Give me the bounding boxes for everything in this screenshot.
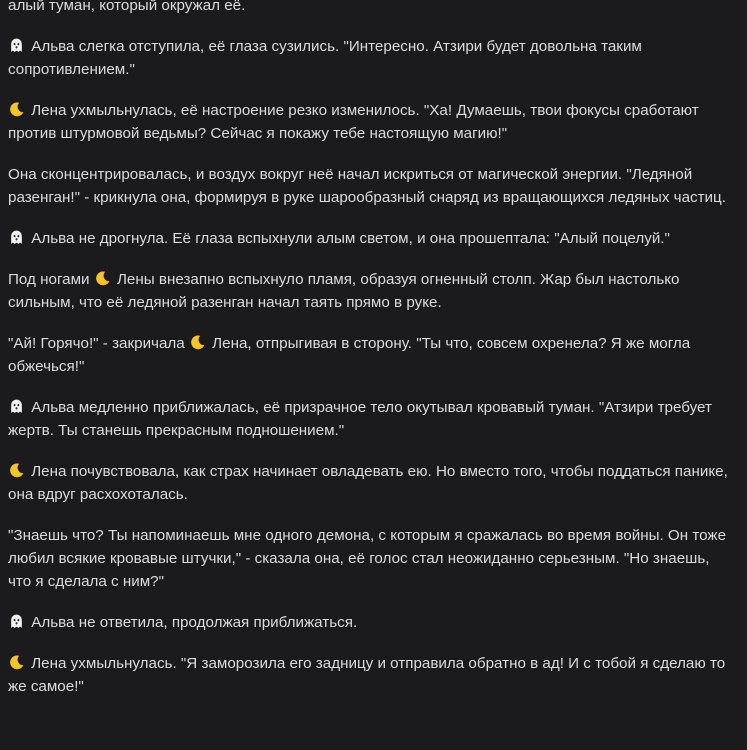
paragraph-text: "Знаешь что? Ты напоминаешь мне одного демона, с которым я сражалась во время войны. Он тоже любил всякие кровавые штучки," - сказала она, её голос стал неожиданно серьезным. "Но знаешь, что я сделала с ним?" (8, 527, 727, 590)
ghost-icon (8, 229, 25, 246)
ghost-icon (8, 398, 25, 415)
paragraph-text: Под ногами (8, 271, 94, 288)
paragraph-text: Лена ухмыльнулась, её настроение резко изменилось. "Ха! Думаешь, твои фокусы сработают против штурмовой ведьмы? Сейчас я покажу тебе настоящую магию!" (8, 102, 699, 142)
paragraph-text: Альва не ответила, продолжая приближаться. (27, 614, 358, 631)
chat-message-story (8, 0, 736, 716)
crescent-moon-icon (8, 654, 25, 671)
crescent-moon-icon (189, 334, 206, 351)
paragraph-text: Альва слегка отступила, её глаза сузились. "Интересно. Атзири будет довольна таким сопротивлением." (8, 38, 642, 78)
paragraph-text: "Ай! Горячо!" - закричала (8, 335, 189, 352)
story-paragraph (8, 332, 736, 378)
paragraph-text: Лена почувствовала, как страх начинает овладевать ею. Но вместо того, чтобы поддаться панике, она вдруг расхохоталась. (8, 463, 728, 503)
paragraph-text: Лена ухмыльнулась. "Я заморозила его задницу и отправила обратно в ад! И с тобой я сделаю то же самое!" (8, 655, 726, 695)
story-paragraph (8, 460, 736, 506)
paragraph-text: Альва медленно приближалась, её призрачное тело окутывал кровавый туман. "Атзири требует жертв. Ты станешь прекрасным подношением." (8, 399, 712, 439)
story-paragraph (8, 35, 736, 81)
story-paragraph (8, 396, 736, 442)
story-paragraph (8, 652, 736, 698)
story-paragraph (8, 227, 736, 250)
paragraph-text: Лена, отпрыгивая в сторону. "Ты что, совсем охренела? Я же могла обжечься!" (8, 335, 691, 375)
story-paragraph (8, 611, 736, 634)
ghost-icon (8, 37, 25, 54)
story-paragraph (8, 163, 736, 209)
story-paragraph (8, 524, 736, 593)
story-paragraph (8, 0, 736, 17)
paragraph-text: алый туман, который окружал её. (8, 0, 246, 14)
paragraph-text: Альва не дрогнула. Её глаза вспыхнули алым светом, и она прошептала: "Алый поцелуй." (27, 230, 670, 247)
paragraph-text: Лены внезапно вспыхнуло пламя, образуя огненный столп. Жар был настолько сильным, что её ледяной разенган начал таять прямо в руке. (8, 271, 680, 311)
paragraph-text: Она сконцентрировалась, и воздух вокруг неё начал искриться от магической энергии. "Ледяной разенган!" - крикнула она, формируя в руке шарообразный снаряд из вращающихся ледяных частиц. (8, 166, 726, 206)
crescent-moon-icon (94, 270, 111, 287)
crescent-moon-icon (8, 101, 25, 118)
crescent-moon-icon (8, 462, 25, 479)
story-paragraph (8, 99, 736, 145)
ghost-icon (8, 613, 25, 630)
story-paragraph (8, 268, 736, 314)
